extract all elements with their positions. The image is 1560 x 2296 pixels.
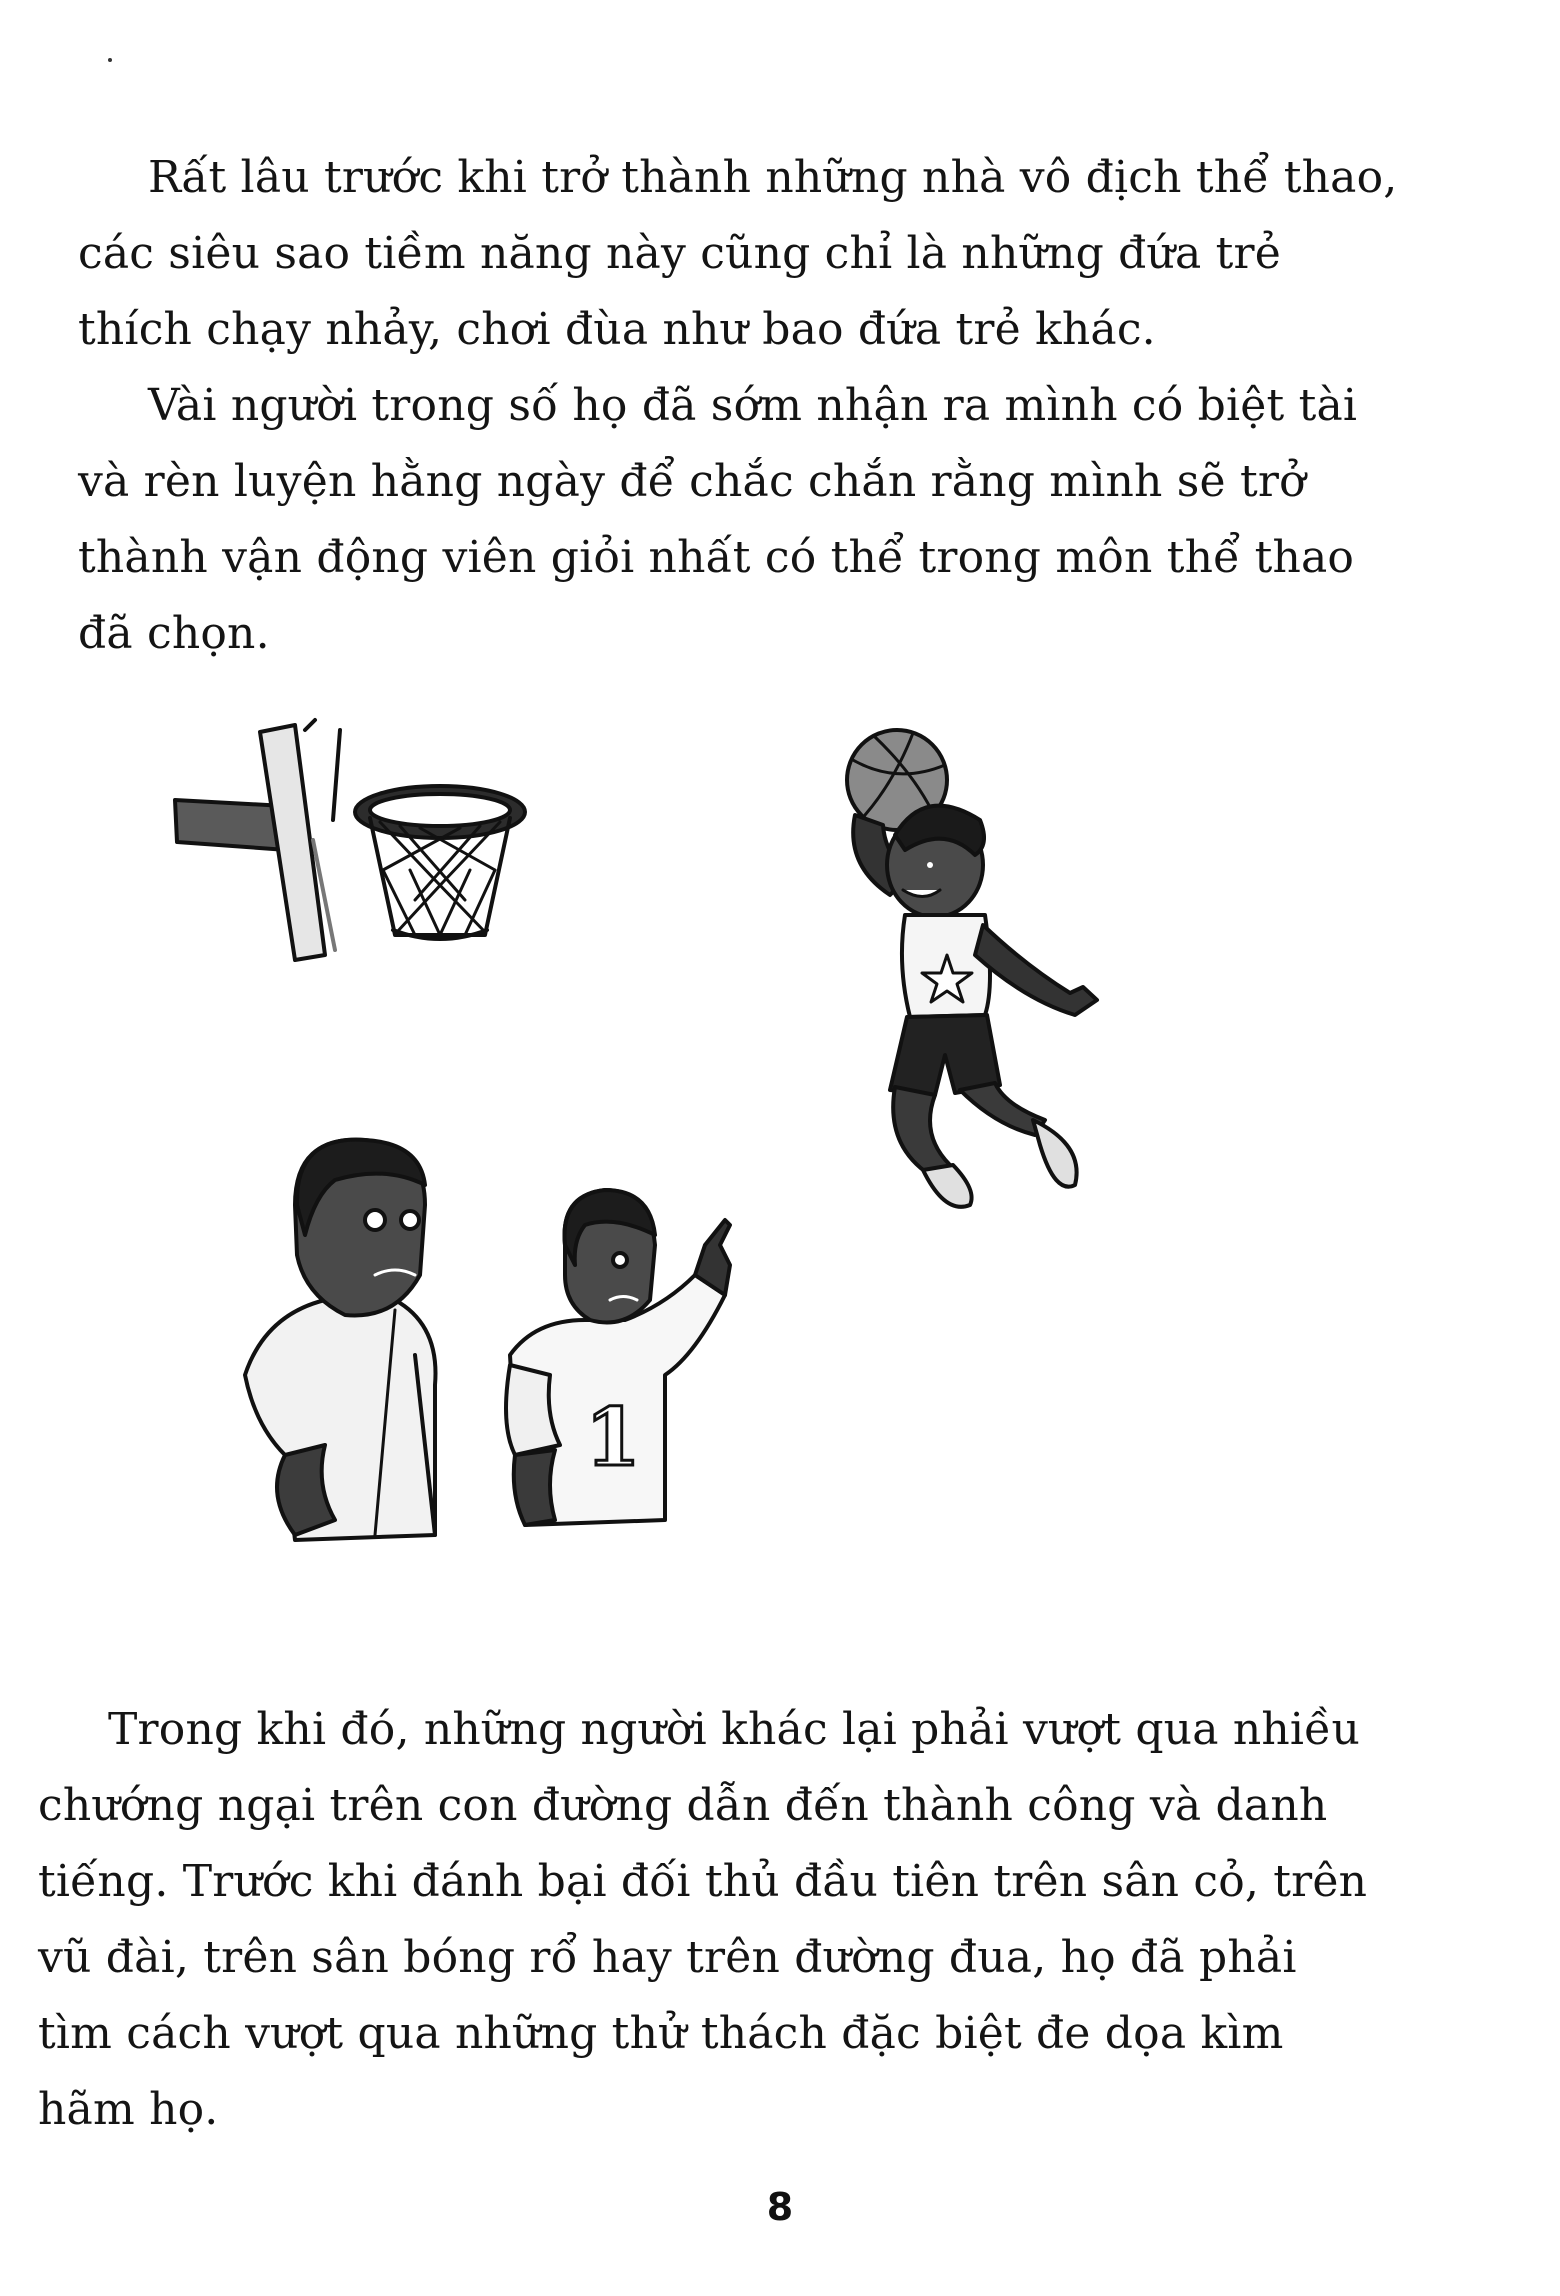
jersey-number: 1 bbox=[585, 1390, 641, 1484]
scan-speck bbox=[108, 58, 112, 62]
paragraph: Rất lâu trước khi trở thành những nhà vô địch thể thao, các siêu sao tiềm năng này cũng chỉ là những đứa trẻ thích chạy nhảy, chơi đùa như bao đứa trẻ khác. bbox=[78, 152, 1398, 355]
text-block-top bbox=[78, 140, 1408, 672]
basketball-hoop-icon bbox=[165, 720, 535, 975]
text-block-bottom bbox=[38, 1692, 1383, 2148]
paragraph: Trong khi đó, những người khác lại phải vượt qua nhiều chướng ngại trên con đường dẫn đến thành công và danh tiếng. Trước khi đánh bại đối thủ đầu tiên trên sân cỏ, trên vũ đài, trên sân bóng rổ hay trên đường đua, họ đã phải tìm cách vượt qua những thử thách đặc biệt đe dọa kìm hãm họ. bbox=[38, 1704, 1368, 2135]
dunking-player-icon bbox=[835, 725, 1135, 1225]
page-number: 8 bbox=[766, 2185, 794, 2229]
spectators-icon bbox=[225, 1125, 745, 1545]
paragraph: Vài người trong số họ đã sớm nhận ra mình có biệt tài và rèn luyện hằng ngày để chắc chắn rằng mình sẽ trở thành vận động viên giỏi nhất có thể trong môn thể thao đã chọn. bbox=[78, 380, 1358, 659]
